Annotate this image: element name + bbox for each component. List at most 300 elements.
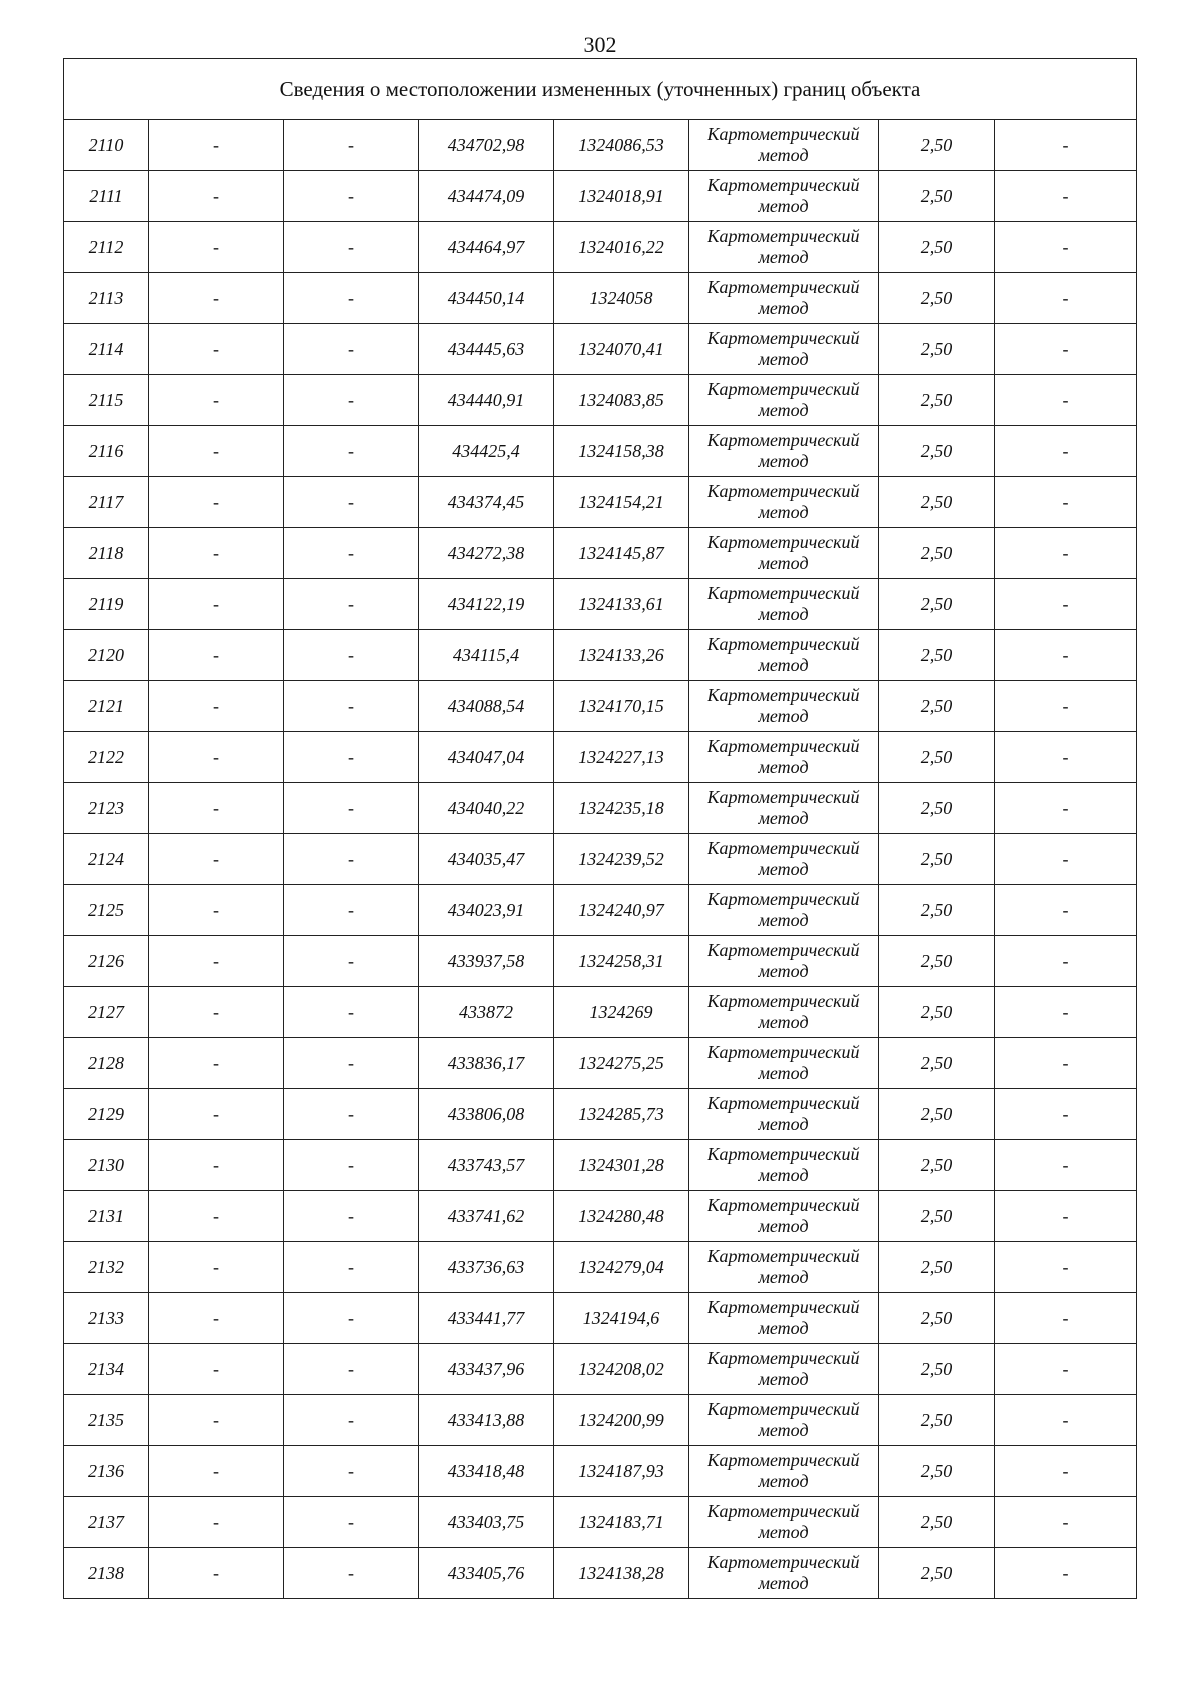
- method-cell: [689, 885, 879, 936]
- x-coordinate-cell: 433836,17: [419, 1038, 554, 1089]
- method-cell: [689, 375, 879, 426]
- method-line-2: метод: [758, 1573, 809, 1593]
- empty-dash-cell: -: [284, 885, 419, 936]
- method-line-1: Картометрический: [707, 532, 860, 552]
- x-coordinate-cell: 434035,47: [419, 834, 554, 885]
- y-coordinate-cell: 1324200,99: [554, 1395, 689, 1446]
- method-cell: [689, 1395, 879, 1446]
- empty-dash-cell: -: [284, 1395, 419, 1446]
- x-coordinate-cell: 433413,88: [419, 1395, 554, 1446]
- empty-dash-cell: -: [149, 1140, 284, 1191]
- empty-dash-cell: -: [995, 783, 1137, 834]
- empty-dash-cell: -: [284, 375, 419, 426]
- accuracy-cell: 2,50: [879, 1344, 995, 1395]
- accuracy-cell: 2,50: [879, 1548, 995, 1599]
- point-number-cell: 2120: [64, 630, 149, 681]
- method-cell: [689, 1497, 879, 1548]
- x-coordinate-cell: 434115,4: [419, 630, 554, 681]
- accuracy-cell: 2,50: [879, 1242, 995, 1293]
- method-line-2: метод: [758, 247, 809, 267]
- table-row: [64, 987, 1137, 1038]
- empty-dash-cell: -: [149, 1191, 284, 1242]
- method-cell: [689, 783, 879, 834]
- empty-dash-cell: -: [149, 1293, 284, 1344]
- method-cell: [689, 477, 879, 528]
- x-coordinate-cell: 433937,58: [419, 936, 554, 987]
- point-number-cell: 2127: [64, 987, 149, 1038]
- method-line-2: метод: [758, 1369, 809, 1389]
- point-number-cell: 2118: [64, 528, 149, 579]
- method-line-2: метод: [758, 1522, 809, 1542]
- point-number-cell: 2136: [64, 1446, 149, 1497]
- y-coordinate-cell: 1324258,31: [554, 936, 689, 987]
- empty-dash-cell: -: [284, 171, 419, 222]
- page-number: 302: [583, 32, 617, 57]
- x-coordinate-cell: 433736,63: [419, 1242, 554, 1293]
- y-coordinate-cell: 1324018,91: [554, 171, 689, 222]
- y-coordinate-cell: 1324145,87: [554, 528, 689, 579]
- table-row: [64, 783, 1137, 834]
- table-row: [64, 1446, 1137, 1497]
- x-coordinate-cell: 433403,75: [419, 1497, 554, 1548]
- method-line-2: метод: [758, 655, 809, 675]
- method-cell: [689, 1344, 879, 1395]
- y-coordinate-cell: 1324138,28: [554, 1548, 689, 1599]
- empty-dash-cell: -: [995, 1344, 1137, 1395]
- x-coordinate-cell: 434702,98: [419, 120, 554, 171]
- point-number-cell: 2122: [64, 732, 149, 783]
- empty-dash-cell: -: [284, 681, 419, 732]
- accuracy-cell: 2,50: [879, 834, 995, 885]
- empty-dash-cell: -: [149, 1038, 284, 1089]
- empty-dash-cell: -: [284, 1140, 419, 1191]
- table-row: [64, 1089, 1137, 1140]
- table-row: [64, 732, 1137, 783]
- empty-dash-cell: -: [149, 324, 284, 375]
- method-line-2: метод: [758, 757, 809, 777]
- empty-dash-cell: -: [995, 987, 1137, 1038]
- method-line-1: Картометрический: [707, 685, 860, 705]
- accuracy-cell: 2,50: [879, 1293, 995, 1344]
- empty-dash-cell: -: [995, 1497, 1137, 1548]
- accuracy-cell: 2,50: [879, 1497, 995, 1548]
- empty-dash-cell: -: [284, 1191, 419, 1242]
- empty-dash-cell: -: [284, 1038, 419, 1089]
- empty-dash-cell: -: [149, 1497, 284, 1548]
- method-cell: [689, 273, 879, 324]
- method-line-2: метод: [758, 961, 809, 981]
- method-cell: [689, 1089, 879, 1140]
- method-line-2: метод: [758, 1216, 809, 1236]
- empty-dash-cell: -: [995, 630, 1137, 681]
- x-coordinate-cell: 434040,22: [419, 783, 554, 834]
- point-number-cell: 2137: [64, 1497, 149, 1548]
- method-cell: [689, 324, 879, 375]
- method-line-2: метод: [758, 910, 809, 930]
- empty-dash-cell: -: [284, 936, 419, 987]
- empty-dash-cell: -: [284, 783, 419, 834]
- table-row: [64, 375, 1137, 426]
- empty-dash-cell: -: [149, 375, 284, 426]
- accuracy-cell: 2,50: [879, 1395, 995, 1446]
- empty-dash-cell: -: [995, 171, 1137, 222]
- point-number-cell: 2129: [64, 1089, 149, 1140]
- y-coordinate-cell: 1324194,6: [554, 1293, 689, 1344]
- empty-dash-cell: -: [995, 1089, 1137, 1140]
- x-coordinate-cell: 433741,62: [419, 1191, 554, 1242]
- table-title-row: [64, 59, 1137, 120]
- empty-dash-cell: -: [284, 732, 419, 783]
- method-cell: [689, 1446, 879, 1497]
- method-cell: [689, 1548, 879, 1599]
- x-coordinate-cell: 434374,45: [419, 477, 554, 528]
- boundary-coordinates-table-wrapper: [63, 58, 1136, 1599]
- y-coordinate-cell: 1324158,38: [554, 426, 689, 477]
- empty-dash-cell: -: [284, 1293, 419, 1344]
- method-cell: [689, 1293, 879, 1344]
- accuracy-cell: 2,50: [879, 579, 995, 630]
- x-coordinate-cell: 433405,76: [419, 1548, 554, 1599]
- empty-dash-cell: -: [995, 834, 1137, 885]
- method-line-2: метод: [758, 349, 809, 369]
- empty-dash-cell: -: [995, 375, 1137, 426]
- method-line-2: метод: [758, 502, 809, 522]
- point-number-cell: 2119: [64, 579, 149, 630]
- accuracy-cell: 2,50: [879, 477, 995, 528]
- point-number-cell: 2123: [64, 783, 149, 834]
- table-title: Сведения о местоположении измененных (уточненных) границ объекта: [64, 59, 1137, 120]
- y-coordinate-cell: 1324016,22: [554, 222, 689, 273]
- y-coordinate-cell: 1324133,26: [554, 630, 689, 681]
- accuracy-cell: 2,50: [879, 171, 995, 222]
- point-number-cell: 2126: [64, 936, 149, 987]
- method-line-1: Картометрический: [707, 175, 860, 195]
- accuracy-cell: 2,50: [879, 732, 995, 783]
- empty-dash-cell: -: [284, 1089, 419, 1140]
- x-coordinate-cell: 434023,91: [419, 885, 554, 936]
- x-coordinate-cell: 433743,57: [419, 1140, 554, 1191]
- x-coordinate-cell: 434474,09: [419, 171, 554, 222]
- x-coordinate-cell: 434122,19: [419, 579, 554, 630]
- empty-dash-cell: -: [149, 1446, 284, 1497]
- method-cell: [689, 579, 879, 630]
- y-coordinate-cell: 1324235,18: [554, 783, 689, 834]
- empty-dash-cell: -: [995, 477, 1137, 528]
- empty-dash-cell: -: [995, 681, 1137, 732]
- x-coordinate-cell: 434047,04: [419, 732, 554, 783]
- method-line-1: Картометрический: [707, 1195, 860, 1215]
- empty-dash-cell: -: [149, 477, 284, 528]
- empty-dash-cell: -: [284, 630, 419, 681]
- empty-dash-cell: -: [149, 1344, 284, 1395]
- accuracy-cell: 2,50: [879, 1038, 995, 1089]
- point-number-cell: 2130: [64, 1140, 149, 1191]
- point-number-cell: 2133: [64, 1293, 149, 1344]
- table-row: [64, 1140, 1137, 1191]
- empty-dash-cell: -: [995, 426, 1137, 477]
- method-line-1: Картометрический: [707, 787, 860, 807]
- method-line-1: Картометрический: [707, 1297, 860, 1317]
- method-line-1: Картометрический: [707, 1501, 860, 1521]
- y-coordinate-cell: 1324133,61: [554, 579, 689, 630]
- method-line-2: метод: [758, 1012, 809, 1032]
- table-row: [64, 579, 1137, 630]
- accuracy-cell: 2,50: [879, 375, 995, 426]
- method-line-1: Картометрический: [707, 1450, 860, 1470]
- x-coordinate-cell: 434425,4: [419, 426, 554, 477]
- empty-dash-cell: -: [149, 1548, 284, 1599]
- y-coordinate-cell: 1324285,73: [554, 1089, 689, 1140]
- method-line-1: Картометрический: [707, 430, 860, 450]
- method-line-1: Картометрический: [707, 889, 860, 909]
- empty-dash-cell: -: [284, 273, 419, 324]
- empty-dash-cell: -: [284, 579, 419, 630]
- point-number-cell: 2121: [64, 681, 149, 732]
- method-line-2: метод: [758, 1420, 809, 1440]
- method-line-1: Картометрический: [707, 1399, 860, 1419]
- x-coordinate-cell: 433806,08: [419, 1089, 554, 1140]
- method-line-1: Картометрический: [707, 481, 860, 501]
- empty-dash-cell: -: [284, 528, 419, 579]
- table-row: [64, 171, 1137, 222]
- table-row: [64, 426, 1137, 477]
- empty-dash-cell: -: [995, 273, 1137, 324]
- empty-dash-cell: -: [284, 987, 419, 1038]
- method-line-1: Картометрический: [707, 328, 860, 348]
- empty-dash-cell: -: [149, 528, 284, 579]
- method-cell: [689, 732, 879, 783]
- table-row: [64, 1395, 1137, 1446]
- accuracy-cell: 2,50: [879, 630, 995, 681]
- accuracy-cell: 2,50: [879, 1191, 995, 1242]
- y-coordinate-cell: 1324070,41: [554, 324, 689, 375]
- empty-dash-cell: -: [149, 579, 284, 630]
- empty-dash-cell: -: [995, 120, 1137, 171]
- x-coordinate-cell: 434450,14: [419, 273, 554, 324]
- method-cell: [689, 681, 879, 732]
- table-row: [64, 1497, 1137, 1548]
- method-line-1: Картометрический: [707, 226, 860, 246]
- y-coordinate-cell: 1324187,93: [554, 1446, 689, 1497]
- empty-dash-cell: -: [284, 1548, 419, 1599]
- empty-dash-cell: -: [995, 885, 1137, 936]
- y-coordinate-cell: 1324275,25: [554, 1038, 689, 1089]
- method-cell: [689, 222, 879, 273]
- table-row: [64, 936, 1137, 987]
- y-coordinate-cell: 1324239,52: [554, 834, 689, 885]
- point-number-cell: 2111: [64, 171, 149, 222]
- y-coordinate-cell: 1324083,85: [554, 375, 689, 426]
- y-coordinate-cell: 1324183,71: [554, 1497, 689, 1548]
- empty-dash-cell: -: [149, 834, 284, 885]
- method-line-2: метод: [758, 1318, 809, 1338]
- method-line-2: метод: [758, 604, 809, 624]
- point-number-cell: 2138: [64, 1548, 149, 1599]
- point-number-cell: 2131: [64, 1191, 149, 1242]
- y-coordinate-cell: 1324086,53: [554, 120, 689, 171]
- empty-dash-cell: -: [149, 732, 284, 783]
- method-line-2: метод: [758, 859, 809, 879]
- method-line-2: метод: [758, 1267, 809, 1287]
- point-number-cell: 2134: [64, 1344, 149, 1395]
- method-cell: [689, 171, 879, 222]
- y-coordinate-cell: 1324280,48: [554, 1191, 689, 1242]
- empty-dash-cell: -: [995, 528, 1137, 579]
- point-number-cell: 2117: [64, 477, 149, 528]
- point-number-cell: 2112: [64, 222, 149, 273]
- method-cell: [689, 1191, 879, 1242]
- table-row: [64, 1242, 1137, 1293]
- empty-dash-cell: -: [284, 477, 419, 528]
- empty-dash-cell: -: [995, 579, 1137, 630]
- empty-dash-cell: -: [149, 936, 284, 987]
- method-line-1: Картометрический: [707, 1348, 860, 1368]
- empty-dash-cell: -: [149, 273, 284, 324]
- point-number-cell: 2135: [64, 1395, 149, 1446]
- empty-dash-cell: -: [149, 885, 284, 936]
- empty-dash-cell: -: [149, 222, 284, 273]
- table-row: [64, 120, 1137, 171]
- method-line-2: метод: [758, 1114, 809, 1134]
- empty-dash-cell: -: [995, 1395, 1137, 1446]
- method-cell: [689, 426, 879, 477]
- table-row: [64, 1191, 1137, 1242]
- y-coordinate-cell: 1324170,15: [554, 681, 689, 732]
- method-line-1: Картометрический: [707, 991, 860, 1011]
- table-row: [64, 681, 1137, 732]
- empty-dash-cell: -: [995, 1446, 1137, 1497]
- empty-dash-cell: -: [284, 1242, 419, 1293]
- empty-dash-cell: -: [995, 1548, 1137, 1599]
- method-line-1: Картометрический: [707, 124, 860, 144]
- empty-dash-cell: -: [995, 1293, 1137, 1344]
- method-line-1: Картометрический: [707, 1144, 860, 1164]
- empty-dash-cell: -: [149, 120, 284, 171]
- empty-dash-cell: -: [149, 1242, 284, 1293]
- accuracy-cell: 2,50: [879, 528, 995, 579]
- point-number-cell: 2125: [64, 885, 149, 936]
- empty-dash-cell: -: [995, 1242, 1137, 1293]
- method-line-1: Картометрический: [707, 583, 860, 603]
- table-row: [64, 477, 1137, 528]
- method-line-2: метод: [758, 553, 809, 573]
- y-coordinate-cell: 1324240,97: [554, 885, 689, 936]
- method-line-1: Картометрический: [707, 940, 860, 960]
- table-row: [64, 630, 1137, 681]
- point-number-cell: 2128: [64, 1038, 149, 1089]
- method-line-2: метод: [758, 1063, 809, 1083]
- empty-dash-cell: -: [284, 1446, 419, 1497]
- accuracy-cell: 2,50: [879, 681, 995, 732]
- point-number-cell: 2115: [64, 375, 149, 426]
- method-cell: [689, 1242, 879, 1293]
- empty-dash-cell: -: [149, 171, 284, 222]
- y-coordinate-cell: 1324269: [554, 987, 689, 1038]
- method-line-2: метод: [758, 145, 809, 165]
- accuracy-cell: 2,50: [879, 1089, 995, 1140]
- empty-dash-cell: -: [995, 222, 1137, 273]
- empty-dash-cell: -: [284, 222, 419, 273]
- empty-dash-cell: -: [284, 324, 419, 375]
- point-number-cell: 2124: [64, 834, 149, 885]
- empty-dash-cell: -: [149, 426, 284, 477]
- method-cell: [689, 834, 879, 885]
- method-line-2: метод: [758, 1471, 809, 1491]
- point-number-cell: 2114: [64, 324, 149, 375]
- empty-dash-cell: -: [149, 1395, 284, 1446]
- point-number-cell: 2113: [64, 273, 149, 324]
- empty-dash-cell: -: [149, 783, 284, 834]
- x-coordinate-cell: 434464,97: [419, 222, 554, 273]
- empty-dash-cell: -: [284, 834, 419, 885]
- y-coordinate-cell: 1324227,13: [554, 732, 689, 783]
- table-row: [64, 273, 1137, 324]
- empty-dash-cell: -: [149, 681, 284, 732]
- accuracy-cell: 2,50: [879, 1446, 995, 1497]
- y-coordinate-cell: 1324154,21: [554, 477, 689, 528]
- method-line-2: метод: [758, 451, 809, 471]
- accuracy-cell: 2,50: [879, 120, 995, 171]
- x-coordinate-cell: 433872: [419, 987, 554, 1038]
- x-coordinate-cell: 434272,38: [419, 528, 554, 579]
- method-line-1: Картометрический: [707, 634, 860, 654]
- y-coordinate-cell: 1324208,02: [554, 1344, 689, 1395]
- accuracy-cell: 2,50: [879, 987, 995, 1038]
- empty-dash-cell: -: [284, 120, 419, 171]
- x-coordinate-cell: 434088,54: [419, 681, 554, 732]
- method-cell: [689, 1140, 879, 1191]
- accuracy-cell: 2,50: [879, 936, 995, 987]
- method-line-1: Картометрический: [707, 277, 860, 297]
- empty-dash-cell: -: [995, 936, 1137, 987]
- empty-dash-cell: -: [995, 1191, 1137, 1242]
- method-line-1: Картометрический: [707, 736, 860, 756]
- method-line-1: Картометрический: [707, 379, 860, 399]
- point-number-cell: 2110: [64, 120, 149, 171]
- method-line-1: Картометрический: [707, 1093, 860, 1113]
- empty-dash-cell: -: [995, 324, 1137, 375]
- empty-dash-cell: -: [149, 1089, 284, 1140]
- accuracy-cell: 2,50: [879, 273, 995, 324]
- empty-dash-cell: -: [284, 1344, 419, 1395]
- y-coordinate-cell: 1324279,04: [554, 1242, 689, 1293]
- accuracy-cell: 2,50: [879, 324, 995, 375]
- table-row: [64, 324, 1137, 375]
- table-row: [64, 222, 1137, 273]
- method-line-2: метод: [758, 808, 809, 828]
- method-cell: [689, 528, 879, 579]
- method-cell: [689, 120, 879, 171]
- method-line-1: Картометрический: [707, 1042, 860, 1062]
- method-line-1: Картометрический: [707, 1552, 860, 1572]
- y-coordinate-cell: 1324058: [554, 273, 689, 324]
- x-coordinate-cell: 433418,48: [419, 1446, 554, 1497]
- table-row: [64, 1293, 1137, 1344]
- empty-dash-cell: -: [284, 1497, 419, 1548]
- x-coordinate-cell: 433437,96: [419, 1344, 554, 1395]
- table-row: [64, 1344, 1137, 1395]
- accuracy-cell: 2,50: [879, 783, 995, 834]
- method-line-1: Картометрический: [707, 838, 860, 858]
- table-row: [64, 885, 1137, 936]
- table-row: [64, 834, 1137, 885]
- method-cell: [689, 1038, 879, 1089]
- method-line-2: метод: [758, 298, 809, 318]
- empty-dash-cell: -: [995, 1140, 1137, 1191]
- empty-dash-cell: -: [995, 732, 1137, 783]
- method-line-2: метод: [758, 196, 809, 216]
- accuracy-cell: 2,50: [879, 1140, 995, 1191]
